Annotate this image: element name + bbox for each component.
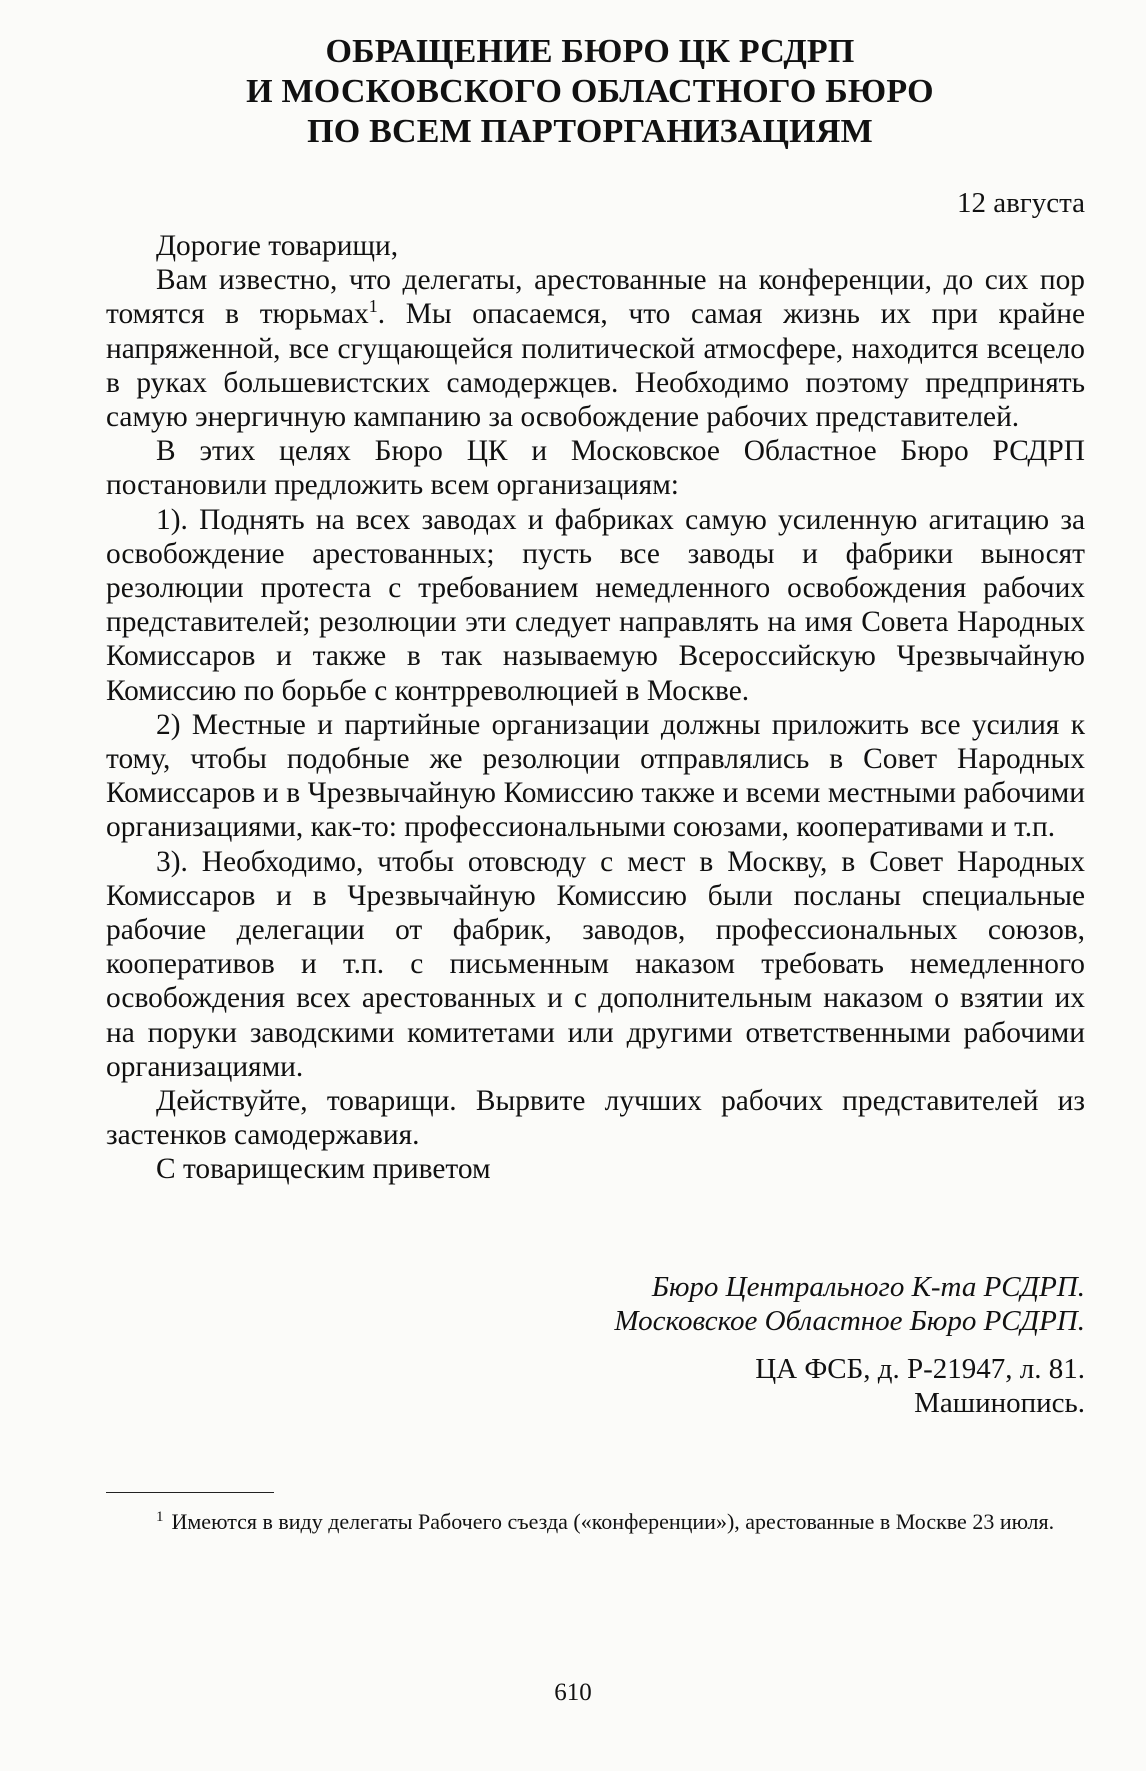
archive-source bbox=[755, 1352, 1085, 1420]
footnote-text: Имеются в виду делегаты Рабочего съезда («конференции»), арестованные в Москве 23 июля. bbox=[171, 1509, 1055, 1534]
paragraph-1-text-a: Вам известно, что делегаты, арестованные на конференции, до сих пор томятся в тюрьмах bbox=[106, 264, 1085, 331]
title-line-3: ПО ВСЕМ ПАРТОРГАНИЗАЦИЯМ bbox=[307, 113, 873, 150]
list-item-1: 1). Поднять на всех заводах и фабриках самую усиленную агитацию за освобождение арестованных; пусть все заводы и фабрики выносят резолюции протеста с требованием немедленного освобождения рабочих представителей; резолюции эти следует направлять на имя Совета Народных Комиссаров и также в так называемую Всероссийскую Чрезвычайную Комиссию по борьбе с контрреволюцией в Москве. bbox=[106, 503, 1085, 707]
footnote bbox=[106, 1508, 1085, 1535]
footnote-mark: 1 bbox=[156, 1508, 164, 1525]
paragraph-2: В этих целях Бюро ЦК и Московское Областное Бюро РСДРП постановили предложить всем организациям: bbox=[106, 435, 1085, 502]
paragraph-1-text-b: . Мы опасаемся, что самая жизнь их при крайне напряженной, все сгущающейся политической атмосфере, находится всецело в руках большевистских самодержцев. Необходимо поэтому предпринять самую энергичную кампанию за освобождение рабочих представителей. bbox=[106, 298, 1085, 434]
salutation: С товарищеским приветом bbox=[156, 1153, 491, 1186]
title-line-1: ОБРАЩЕНИЕ БЮРО ЦК РСДРП bbox=[325, 33, 855, 70]
greeting: Дорогие товарищи, bbox=[156, 230, 399, 262]
document-date: 12 августа bbox=[957, 187, 1085, 219]
title-line-2: И МОСКОВСКОГО ОБЛАСТНОГО БЮРО bbox=[246, 73, 934, 110]
signature-line-1: Бюро Центрального К-та РСДРП. bbox=[651, 1271, 1085, 1303]
footnote-divider bbox=[106, 1492, 274, 1493]
document-title bbox=[160, 32, 1020, 152]
document-body bbox=[106, 229, 1085, 1187]
page-number: 610 bbox=[554, 1679, 592, 1706]
signature-line-2: Московское Областное Бюро РСДРП. bbox=[614, 1305, 1085, 1337]
footnote-reference: 1 bbox=[368, 296, 378, 317]
paragraph-1 bbox=[106, 263, 1085, 434]
signature-block bbox=[614, 1270, 1085, 1338]
list-item-3: 3). Необходимо, чтобы отовсюду с мест в Москву, в Совет Народных Комиссаров и в Чрезвычайную Комиссию были посланы специальные рабочие делегации от фабрик, заводов, профессиональных союзов, кооперативов и т.п. с письменным наказом требовать немедленного освобождения всех арестованных и с дополнительным наказом о взятии их на поруки заводскими комитетами или другими ответственными рабочими организациями. bbox=[106, 845, 1085, 1083]
archive-reference: ЦА ФСБ, д. Р-21947, л. 81. bbox=[755, 1353, 1085, 1385]
closing-paragraph: Действуйте, товарищи. Вырвите лучших рабочих представителей из застенков самодержавия. bbox=[106, 1085, 1085, 1152]
document-type: Машинопись. bbox=[914, 1387, 1085, 1419]
list-item-2: 2) Местные и партийные организации должны приложить все усилия к тому, чтобы подобные же резолюции отправлялись в Совет Народных Комиссаров и в Чрезвычайную Комиссию также и всеми местными рабочими организациями, как-то: профессиональными союзами, кооперативами и т.п. bbox=[106, 708, 1085, 844]
